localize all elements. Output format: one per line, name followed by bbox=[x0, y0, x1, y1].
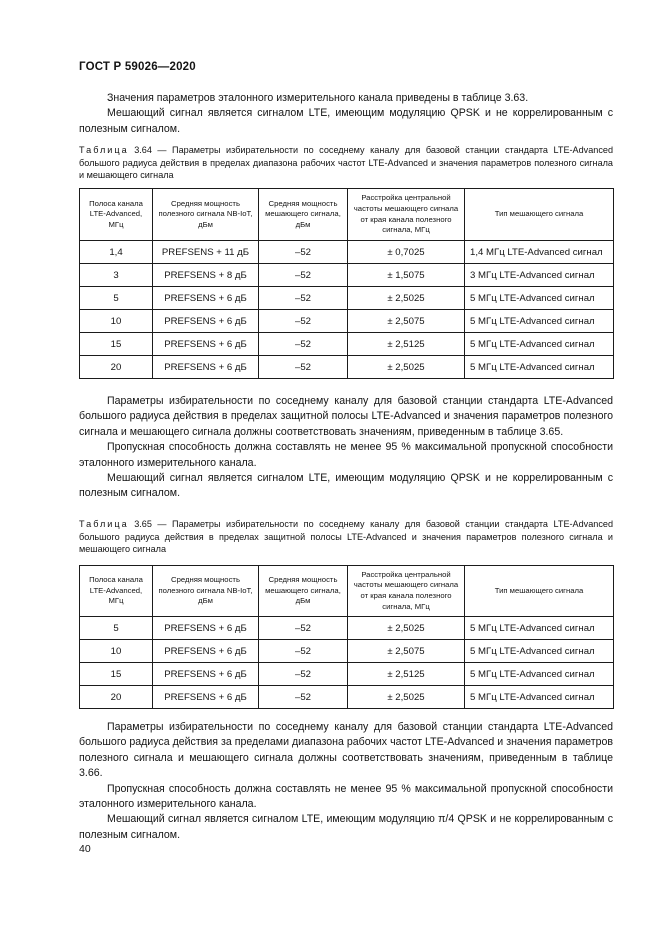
body-paragraph: Мешающий сигнал является сигналом LTE, имеющим модуляцию π/4 QPSK и не коррелированным с полезным сигналом. bbox=[79, 813, 613, 841]
table-cell: 3 bbox=[80, 264, 153, 287]
table-row bbox=[80, 663, 614, 686]
column-header: Средняя мощность мешающего сигнала, дБм bbox=[259, 189, 348, 241]
body-paragraph: Мешающий сигнал является сигналом LTE, имеющим модуляцию QPSK и не коррелированным с полезным сигналом. bbox=[79, 472, 613, 500]
table-row bbox=[80, 640, 614, 663]
table-cell: 3 МГц LTE-Advanced сигнал bbox=[465, 264, 614, 287]
table-row bbox=[80, 356, 614, 379]
table-cell: PREFSENS + 6 дБ bbox=[153, 356, 259, 379]
caption-text: 3.64 — Параметры избирательности по соседнему каналу для базовой станции стандарта LTE-Advanced большого радиуса действия в пределах диапазона рабочих частот LTE-Advanced и значения параметров полезного сигнала и мешающего сигнала bbox=[79, 145, 613, 180]
table-cell: ± 2,5025 bbox=[348, 287, 465, 310]
table-cell: –52 bbox=[259, 333, 348, 356]
table-cell: PREFSENS + 6 дБ bbox=[153, 310, 259, 333]
table-cell: –52 bbox=[259, 356, 348, 379]
table-row bbox=[80, 241, 614, 264]
table-cell: PREFSENS + 8 дБ bbox=[153, 264, 259, 287]
intro-text bbox=[79, 91, 613, 137]
table-cell: 1,4 МГц LTE-Advanced сигнал bbox=[465, 241, 614, 264]
table-cell: 20 bbox=[80, 686, 153, 709]
table-cell: ± 2,5025 bbox=[348, 617, 465, 640]
table-cell: 10 bbox=[80, 310, 153, 333]
body-paragraph: Пропускная способность должна составлять не менее 95 % максимальной пропускной способности эталонного измерительного канала. bbox=[79, 441, 613, 469]
body-paragraph: Параметры избирательности по соседнему каналу для базовой станции стандарта LTE-Advanced большого радиуса действия за пределами диапазона рабочих частот LTE-Advanced и значения параметров полезного сигнала и мешающего сигнала должны соответствовать значениям, приведенным в таблице 3.66. bbox=[79, 721, 613, 780]
table-row bbox=[80, 686, 614, 709]
table-cell: –52 bbox=[259, 310, 348, 333]
intro-paragraph: Значения параметров эталонного измерительного канала приведены в таблице 3.63. bbox=[107, 92, 529, 104]
table-cell: ± 2,5025 bbox=[348, 686, 465, 709]
body-paragraph: Параметры избирательности по соседнему каналу для базовой станции стандарта LTE-Advanced большого радиуса действия в пределах защитной полосы LTE-Advanced и значения параметров полезного сигнала и мешающего сигнала должны соответствовать значениям, приведенным в таблице 3.65. bbox=[79, 395, 613, 438]
table-cell: ± 2,5075 bbox=[348, 640, 465, 663]
table-row bbox=[80, 333, 614, 356]
table-cell: 15 bbox=[80, 663, 153, 686]
body-paragraph: Пропускная способность должна составлять не менее 95 % максимальной пропускной способности эталонного измерительного канала. bbox=[79, 782, 613, 811]
table-row bbox=[80, 264, 614, 287]
table-3-65 bbox=[79, 565, 614, 709]
table-cell: ± 2,5025 bbox=[348, 356, 465, 379]
table-row bbox=[80, 310, 614, 333]
table-cell: ± 2,5075 bbox=[348, 310, 465, 333]
table-cell: –52 bbox=[259, 241, 348, 264]
table-cell: 1,4 bbox=[80, 241, 153, 264]
page-number: 40 bbox=[79, 843, 91, 855]
document-header: ГОСТ Р 59026—2020 bbox=[79, 61, 196, 73]
table-cell: –52 bbox=[259, 287, 348, 310]
table-cell: 5 МГц LTE-Advanced сигнал bbox=[465, 287, 614, 310]
table-cell: 15 bbox=[80, 333, 153, 356]
middle-text bbox=[79, 394, 613, 502]
caption-text: 3.65 — Параметры избирательности по соседнему каналу для базовой станции стандарта LTE-Advanced большого радиуса действия в пределах защитной полосы LTE-Advanced и значения параметров полезного сигнала и мешающего сигнала bbox=[79, 519, 613, 554]
table-cell: –52 bbox=[259, 617, 348, 640]
table-cell: –52 bbox=[259, 640, 348, 663]
table-cell: PREFSENS + 6 дБ bbox=[153, 686, 259, 709]
table-3-65-caption bbox=[79, 518, 613, 556]
intro-paragraph: Мешающий сигнал является сигналом LTE, имеющим модуляцию QPSK и не коррелированным с полезным сигналом. bbox=[79, 107, 613, 135]
table-header-row bbox=[80, 566, 614, 617]
table-cell: 5 МГц LTE-Advanced сигнал bbox=[465, 686, 614, 709]
table-row bbox=[80, 287, 614, 310]
table-label: Таблица bbox=[79, 519, 129, 529]
column-header: Расстройка центральной частоты мешающего сигнала от края канала полезного сигнала, МГц bbox=[348, 189, 465, 241]
table-cell: ± 0,7025 bbox=[348, 241, 465, 264]
bottom-text bbox=[79, 720, 613, 843]
table-cell: PREFSENS + 6 дБ bbox=[153, 333, 259, 356]
table-cell: 5 МГц LTE-Advanced сигнал bbox=[465, 640, 614, 663]
table-cell: 5 МГц LTE-Advanced сигнал bbox=[465, 310, 614, 333]
table-cell: 5 bbox=[80, 287, 153, 310]
table-3-64-caption bbox=[79, 144, 613, 182]
column-header: Тип мешающего сигнала bbox=[465, 566, 614, 617]
table-cell: PREFSENS + 11 дБ bbox=[153, 241, 259, 264]
table-row bbox=[80, 617, 614, 640]
table-header-row bbox=[80, 189, 614, 241]
column-header: Средняя мощность мешающего сигнала, дБм bbox=[259, 566, 348, 617]
table-cell: 5 bbox=[80, 617, 153, 640]
table-label: Таблица bbox=[79, 145, 129, 155]
table-cell: –52 bbox=[259, 686, 348, 709]
table-cell: ± 2,5125 bbox=[348, 663, 465, 686]
table-cell: PREFSENS + 6 дБ bbox=[153, 287, 259, 310]
table-cell: 5 МГц LTE-Advanced сигнал bbox=[465, 617, 614, 640]
column-header: Средняя мощность полезного сигнала NB-IoT, дБм bbox=[153, 189, 259, 241]
column-header: Тип мешающего сигнала bbox=[465, 189, 614, 241]
table-cell: 20 bbox=[80, 356, 153, 379]
table-cell: 5 МГц LTE-Advanced сигнал bbox=[465, 356, 614, 379]
table-cell: PREFSENS + 6 дБ bbox=[153, 640, 259, 663]
table-cell: PREFSENS + 6 дБ bbox=[153, 663, 259, 686]
table-3-64 bbox=[79, 188, 614, 379]
column-header: Полоса канала LTE-Advanced, МГц bbox=[80, 189, 153, 241]
table-cell: –52 bbox=[259, 264, 348, 287]
table-cell: 5 МГц LTE-Advanced сигнал bbox=[465, 663, 614, 686]
column-header: Полоса канала LTE-Advanced, МГц bbox=[80, 566, 153, 617]
table-cell: –52 bbox=[259, 663, 348, 686]
table-cell: ± 2,5125 bbox=[348, 333, 465, 356]
table-cell: PREFSENS + 6 дБ bbox=[153, 617, 259, 640]
column-header: Средняя мощность полезного сигнала NB-IoT, дБм bbox=[153, 566, 259, 617]
table-cell: ± 1,5075 bbox=[348, 264, 465, 287]
column-header: Расстройка центральной частоты мешающего сигнала от края канала полезного сигнала, МГц bbox=[348, 566, 465, 617]
table-cell: 5 МГц LTE-Advanced сигнал bbox=[465, 333, 614, 356]
table-cell: 10 bbox=[80, 640, 153, 663]
